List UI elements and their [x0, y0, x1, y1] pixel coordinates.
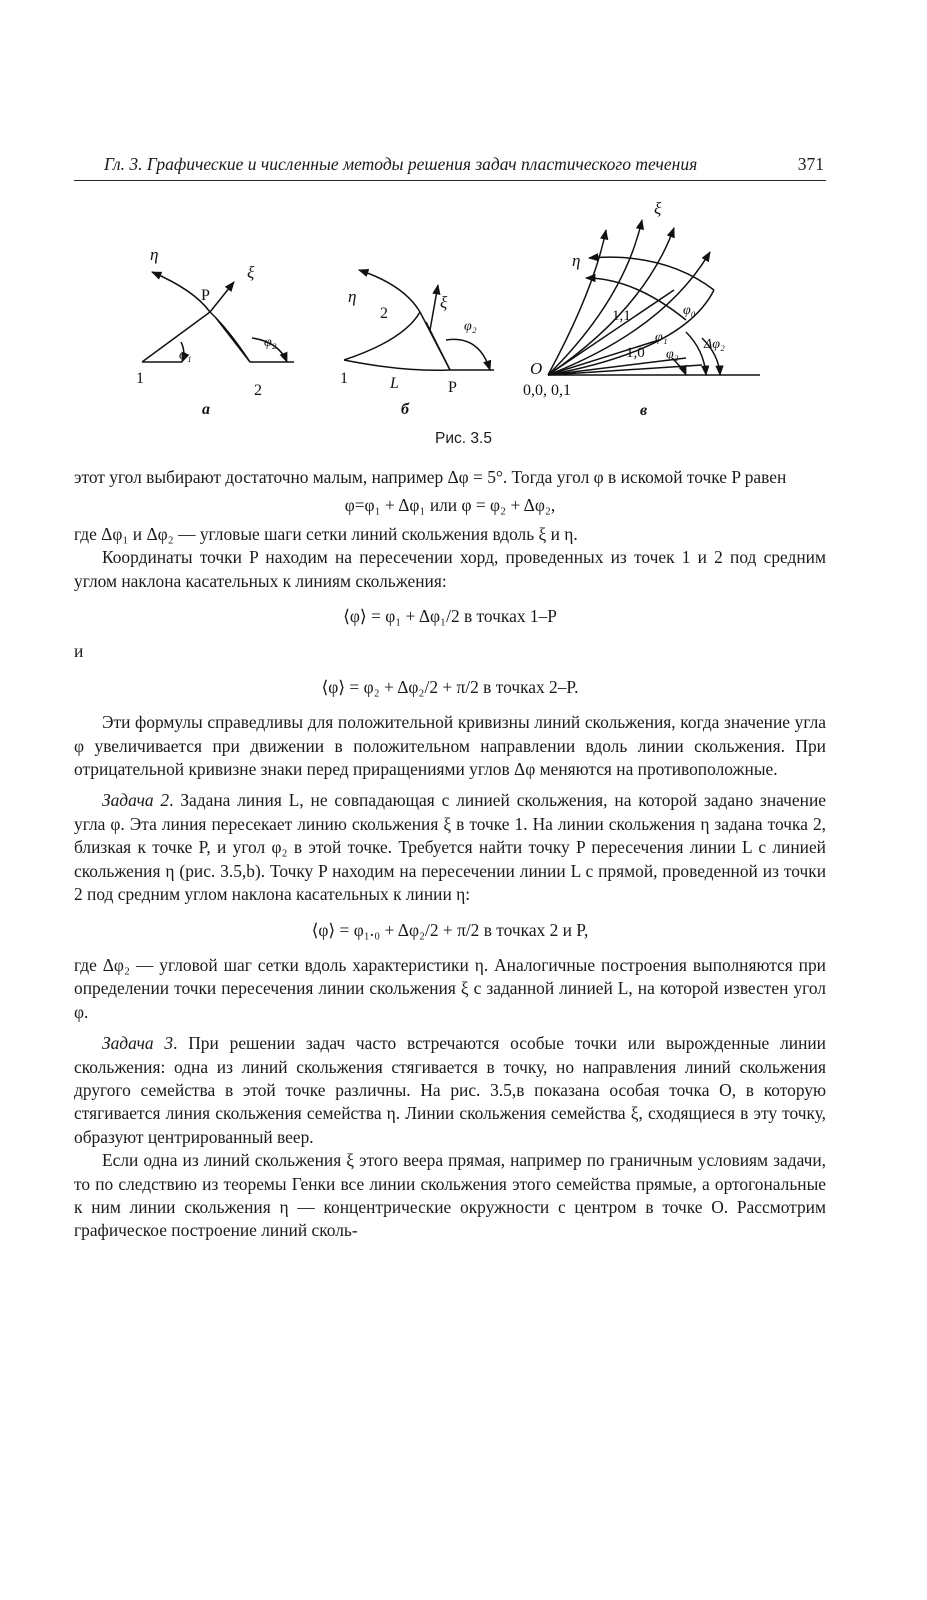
panel-c-eta-1 [586, 278, 686, 320]
panel-c [548, 220, 760, 375]
panel-b-label: б [401, 401, 409, 418]
figure-drawing [74, 190, 834, 460]
formula-4: ⟨φ⟩ = φ₁.₀ + Δφ₂/2 + π/2 в точках 2 и P, [311, 919, 589, 940]
paragraph-5 [74, 789, 826, 906]
label-a-phi2: φ₂ [264, 335, 277, 350]
running-title: Гл. 3. Графические и численные методы решения задач пластического течения [104, 154, 698, 174]
paragraph-3: Координаты точки P находим на пересечении хорд, проведенных из точек 1 и 2 под средним углом наклона касательных к линиям скольжения: [74, 547, 826, 591]
formula-1: φ=φ₁ + Δφ₁ или φ = φ₂ + Δφ₂, [344, 495, 556, 516]
paragraph-2: где Δφ₁ и Δφ₂ — угловые шаги сетки линий скольжения вдоль ξ и η. [74, 523, 578, 544]
panel-b-line-l [344, 360, 494, 370]
panel-a-chord-2p [216, 318, 250, 362]
page-number: 371 [797, 154, 824, 174]
panel-c-label: в [640, 402, 648, 419]
paragraph-8: Если одна из линий скольжения ξ этого веера прямая, например по граничным условиям задачи, то по следствию из теоремы Генки все линии скольжения этого семейства прямые, а ортогональные к ним линии скольжения η — концентрические окружности с центром в точке O. Рассмотрим графическое построение линий сколь- [74, 1150, 826, 1241]
panel-c-xi-3 [548, 228, 674, 375]
panel-b-phi2-arc [446, 339, 490, 370]
paragraph-4: Эти формулы справедливы для положительной кривизны линий скольжения, когда значение угла φ увеличивается при движении в положительном направлении вдоль линии скольжения. При отрицательной кривизне знаки перед приращениями углов Δφ меняются на противоположные. [74, 712, 826, 780]
figure-caption: Рис. 3.5 [435, 430, 492, 447]
panel-b-eta-line [359, 270, 420, 312]
label-c-o: O [530, 359, 543, 378]
label-a-xi: ξ [247, 263, 255, 282]
label-c-phi1: φ₁ [655, 330, 668, 345]
task-3-label: Задача 3 [102, 1033, 174, 1054]
paragraph-6: где Δφ₂ — угловой шаг сетки вдоль характеристики η. Аналогичные построения выполняются при определении точки пересечения линии скольжения ξ с заданной линией L, на которой известен угол φ. [74, 954, 826, 1022]
label-c-xi: ξ [654, 199, 662, 218]
panel-b-xi-arrow [430, 285, 438, 330]
paragraph-7 [74, 1032, 826, 1149]
label-b-1: 1 [340, 370, 348, 387]
label-c-phi0: φ₀ [683, 303, 696, 318]
formula-2: ⟨φ⟩ = φ₁ + Δφ₁/2 в точках 1–P [343, 606, 557, 627]
task-2-label: Задача 2 [102, 790, 170, 811]
label-c-dphi2: Δφ₂ [704, 337, 725, 352]
paragraph-1: этот угол выбирают достаточно малым, например Δφ = 5°. Тогда угол φ в искомой точке P равен [74, 467, 787, 487]
label-b-xi: ξ [440, 293, 448, 312]
running-header [74, 152, 826, 181]
panel-a-xi-arrow [210, 282, 234, 312]
label-a-eta: η [150, 245, 159, 264]
label-c-eta: η [572, 251, 581, 270]
label-a-1: 1 [136, 370, 144, 387]
label-a-p: P [201, 287, 210, 304]
label-a-2: 2 [254, 382, 262, 399]
task-2-text: . Задана линия L, не совпадающая с линией скольжения, на которой задано значение угла φ. Эта линия пересекает линию скольжения ξ в точке 1. На линии скольжения η задана точка 2, близкая к точке P, и угол φ₂ в этой точке. Требуется найти точку P пересечения линии L с линией скольжения η (рис. 3.5,b). Точку P находим на пересечении линии L с прямой, проведенной из точки 2 под средним углом наклона касательных к линии η: [74, 790, 826, 905]
formula-3: ⟨φ⟩ = φ₂ + Δφ₂/2 + π/2 в точках 2–P. [321, 676, 579, 697]
label-c-node-10: 1,0 [626, 345, 645, 361]
conjunction-and: и [74, 641, 84, 662]
label-c-node-11: 1,1 [612, 308, 631, 324]
label-b-eta: η [348, 287, 357, 306]
panel-b-chord [426, 322, 450, 370]
label-b-phi2: φ₂ [464, 319, 477, 334]
panel-a-chord-1p [142, 312, 210, 362]
figure-3-5 [74, 190, 834, 460]
label-c-phi2: φ₂ [666, 347, 679, 362]
task-3-text: . При решении задач часто встречаются особые точки или вырожденные линии скольжения: одна из линий скольжения стягивается в точку, но направления линий скольжения другого семейства в этой точке различны. На рис. 3.5,в показана особая точка O, в которую стягивается линия скольжения семейства η. Линии скольжения семейства ξ, сходящиеся в эту точку, образуют центрированный веер. [74, 1033, 826, 1147]
label-b-p: P [448, 379, 457, 396]
panel-a-label: а [202, 401, 210, 418]
body-text [74, 466, 826, 1243]
label-b-2: 2 [380, 305, 388, 322]
label-b-l: L [390, 375, 399, 392]
label-a-phi1: φ₁ [179, 348, 192, 363]
label-c-coords: 0,0, 0,1 [523, 382, 571, 399]
